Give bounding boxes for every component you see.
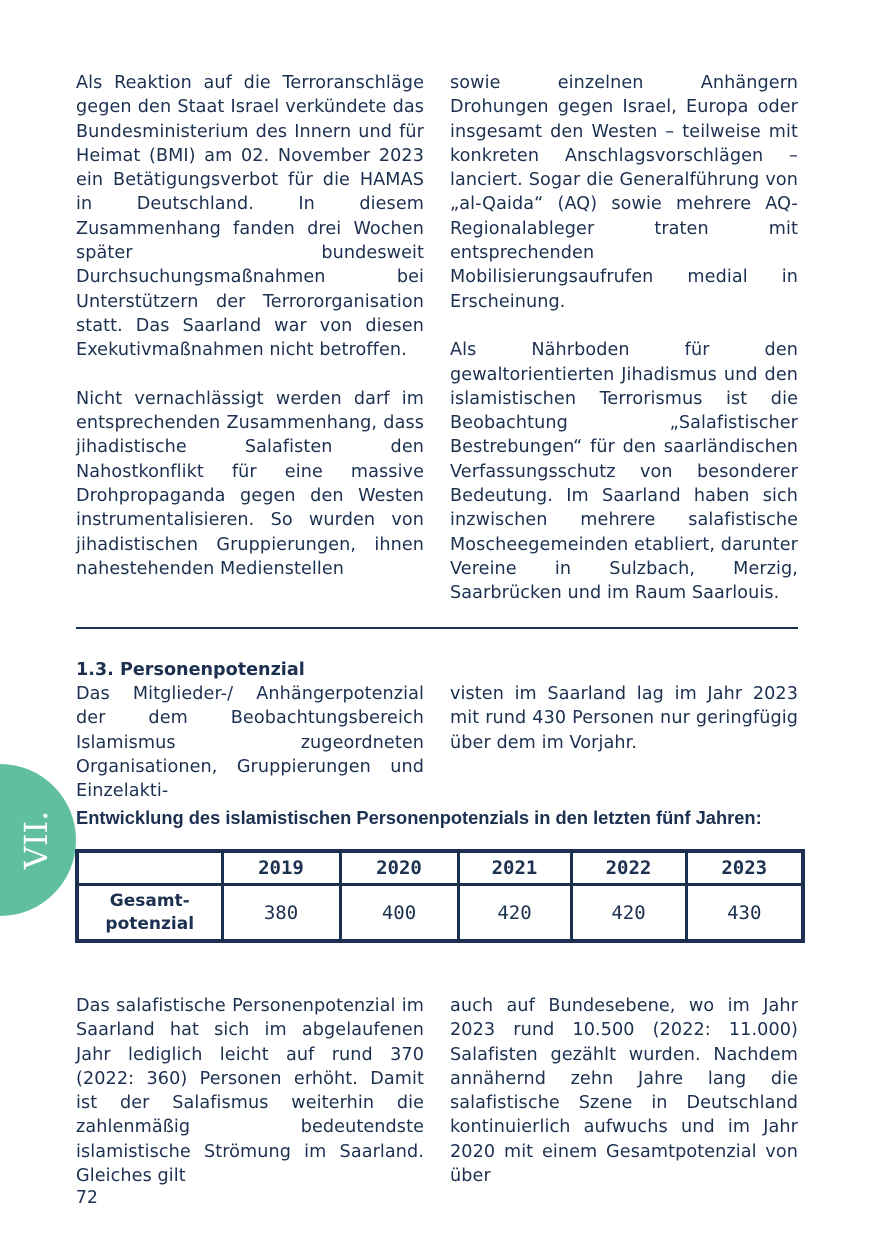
intro-right-column	[450, 71, 798, 606]
chapter-label: VII.	[17, 810, 55, 870]
paragraph: Als Reaktion auf die Terroranschläge gegen den Staat Israel verkündete das Bundesministerium des Innern und für Heimat (BMI) am 02. November 2023 ein Betätigungsverbot für die HAMAS in Deutschland. In diesem Zusammenhang fanden drei Wochen später bundesweit Durchsuchungsmaßnahmen bei Unterstützern der Terrororganisation statt. Das Saarland war von diesen Exekutivmaßnahmen nicht betroffen.	[76, 73, 424, 361]
paragraph: Das Mitglieder-/ Anhängerpotenzial der dem Beobachtungsbereich Islamismus zugeordneten Organisationen, Gruppierungen und Einzelakti-	[76, 684, 424, 802]
paragraph: Nicht vernachlässigt werden darf im entsprechenden Zusammenhang, dass jihadistische Salafisten den Nahostkonflikt für eine massive Drohpropaganda gegen den Westen instrumentalisieren. So wurden von jihadistischen Gruppierungen, ihnen nahestehenden Medienstellen	[76, 388, 424, 579]
paragraph: Das salafistische Personenpotenzial im Saarland hat sich im abgelaufenen Jahr lediglich leicht auf rund 370 (2022: 360) Personen erhöht. Damit ist der Salafismus weiterhin die zahlenmäßig bedeutendste islamistische Strömung im Saarland. Gleiches gilt	[76, 996, 424, 1187]
paragraph: sowie einzelnen Anhängern Drohungen gegen Israel, Europa oder insgesamt den Westen – teilweise mit konkreten Anschlagsvorschlägen – lanciert. Sogar die Generalführung von „al-Qaida“ (AQ) sowie mehrere AQ-Regionalableger traten mit entsprechenden Mobilisierungsaufrufen medial in Erscheinung.	[450, 73, 798, 312]
table-corner-cell	[77, 851, 222, 885]
section-divider	[76, 627, 798, 629]
row-label-line: potenzial	[105, 913, 195, 934]
paragraph: Als Nährboden für den gewaltorientierten Jihadismus und den islamistischen Terrorismus ist die Beobachtung „Salafistischer Bestrebungen“ für den saarländischen Verfassungsschutz von besonderer Bedeutung. Im Saarland haben sich inzwischen mehrere salafistische Moscheegemeinden etabliert, darunter Vereine in Sulzbach, Merzig, Saarbrücken und im Raum Saarlouis.	[450, 340, 798, 604]
personenpotenzial-left-column	[76, 682, 424, 803]
year-header: 2019	[222, 851, 340, 885]
year-header: 2020	[340, 851, 458, 885]
table-caption: Entwicklung des islamistischen Personenpotenzials in den letzten fünf Jahren:	[76, 807, 762, 828]
personenpotenzial-table	[75, 849, 805, 943]
paragraph: visten im Saarland lag im Jahr 2023 mit rund 430 Personen nur geringfügig über dem im Vorjahr.	[450, 684, 798, 753]
value-cell: 400	[340, 885, 458, 942]
intro-left-column	[76, 71, 424, 581]
year-header: 2021	[458, 851, 571, 885]
value-cell: 380	[222, 885, 340, 942]
year-header: 2022	[571, 851, 686, 885]
value-cell: 420	[571, 885, 686, 942]
value-cell: 420	[458, 885, 571, 942]
salafism-left-column	[76, 994, 424, 1188]
table-header-row	[77, 851, 803, 885]
page-number: 72	[76, 1187, 98, 1208]
row-label	[77, 885, 222, 942]
value-cell: 430	[686, 885, 803, 942]
table-row	[77, 885, 803, 942]
section-title: 1.3. Personenpotenzial	[76, 660, 305, 680]
paragraph: auch auf Bundesebene, wo im Jahr 2023 rund 10.500 (2022: 11.000) Salafisten gezählt wurden. Nachdem annähernd zehn Jahre lang die salafistische Szene in Deutschland kontinuierlich aufwuchs und im Jahr 2020 mit einem Gesamtpotenzial von über	[450, 996, 798, 1187]
salafism-right-column	[450, 994, 798, 1188]
personenpotenzial-right-column	[450, 682, 798, 755]
year-header: 2023	[686, 851, 803, 885]
row-label-line: Gesamt-	[109, 890, 190, 911]
